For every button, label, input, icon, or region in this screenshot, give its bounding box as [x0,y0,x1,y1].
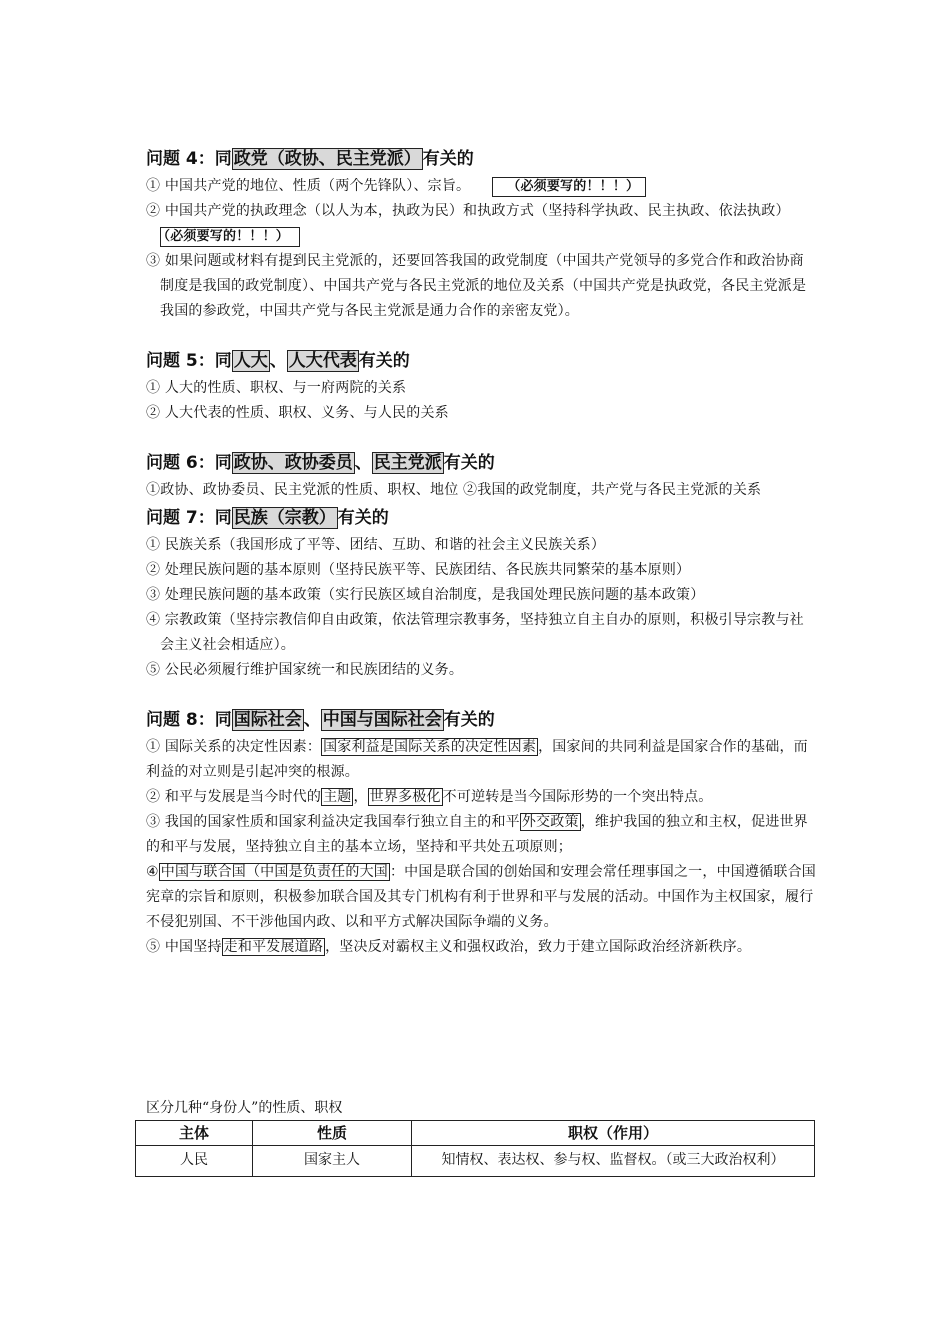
column-header: 职权（作用） [412,1121,815,1146]
identity-table [135,1120,815,1177]
table-cell: 人民 [136,1146,253,1177]
q4-point-3: ③ 如果问题或材料有提到民主党派的，还要回答我国的政党制度（中国共产党领导的多党合作和政治协商制度是我国的政党制度）、中国共产党与各民主党派的地位及关系（中国共产党是执政党，各民主党派是我国的参政党，中国共产党与各民主党派是通力合作的亲密友党）。 [146,253,807,319]
table-header-row [136,1121,815,1146]
q7-point-1: ① 民族关系（我国形成了平等、团结、互助、和谐的社会主义民族关系） [146,537,606,553]
highlight-cppcc: 政协、政协委员 [233,453,353,473]
boxed-key-phrase: 主题 [323,789,352,805]
question-7-section [146,505,816,683]
question-8-section [146,707,816,960]
highlight-democratic-parties: 民主党派 [373,453,442,473]
document-body [146,146,816,960]
q5-point-1: ① 人大的性质、职权、与一府两院的关系 [146,380,407,396]
q8-point-1: ① 国际关系的决定性因素： 国家利益是国际关系的决定性因素 ，国家间的共同利益是国家合作的基础，而利益的对立则是引起冲突的根源。 [146,739,808,780]
question-6-section [146,450,816,503]
q4-point-1: ① 中国共产党的地位、性质（两个先锋队）、宗旨。 （必须要写的！！！） [146,174,816,199]
question-5-heading: 问题 5：同 人大 、 人大代表 有关的 [146,351,410,371]
q5-point-2: ② 人大代表的性质、职权、义务、与人民的关系 [146,405,449,421]
column-header: 主体 [136,1121,253,1146]
table-cell: 国家主人 [253,1146,412,1177]
highlight-political-party: 政党（政协、民主党派） [233,149,421,169]
q8-point-4: ④ 中国与联合国（中国是负责任的大国 ：中国是联合国的创始国和安理会常任理事国之一，中国遵循联合国宪章的宗旨和原则，积极参加联合国及其专门机构有利于世界和平与发展的活动。中国作为主权国家，履行不侵犯别国、不干涉他国内政、以和平方式解决国际争端的义务。 [146,864,816,930]
must-write-box: （必须要写的！！！） [492,177,646,197]
must-write-box: （必须要写的！！！） [160,227,300,247]
table-row [136,1146,815,1177]
table-cell: 知情权、表达权、参与权、监督权。（或三大政治权利） [412,1146,815,1177]
q8-point-2: ② 和平与发展是当今时代的 主题 ， 世界多极化 不可逆转是当今国际形势的一个突出特点。 [146,789,713,805]
question-8-heading: 问题 8：同 国际社会 、 中国与国际社会 有关的 [146,710,495,730]
question-4-heading: 问题 4：同 政党（政协、民主党派） 有关的 [146,149,474,169]
question-4-section [146,146,816,324]
q8-point-3: ③ 我国的国家性质和国家利益决定我国奉行独立自主的和平 外交政策 ，维护我国的独立和主权，促进世界的和平与发展，坚持独立自主的基本立场，坚持和平共处五项原则； [146,814,808,855]
highlight-international-society: 国际社会 [233,710,302,730]
q7-point-2: ② 处理民族问题的基本原则（坚持民族平等、民族团结、各民族共同繁荣的基本原则） [146,562,691,578]
highlight-ethnic-religion: 民族（宗教） [233,508,336,528]
question-6-heading: 问题 6：同 政协、政协委员 、 民主党派 有关的 [146,453,495,473]
boxed-key-phrase: 国家利益是国际关系的决定性因素 [323,739,537,755]
highlight-npc: 人大 [233,351,268,371]
question-7-heading: 问题 7：同 民族（宗教） 有关的 [146,508,389,528]
q7-point-5: ⑤ 公民必须履行维护国家统一和民族团结的义务。 [146,662,464,678]
highlight-china-international: 中国与国际社会 [322,710,442,730]
q4-point-2: ② 中国共产党的执政理念（以人为本，执政为民）和执政方式（坚持科学执政、民主执政、依法执政）（必须要写的！！！） [146,199,816,249]
q7-point-4: ④ 宗教政策（坚持宗教信仰自由政策，依法管理宗教事务，坚持独立自主自办的原则，积极引导宗教与社会主义社会相适应）。 [146,612,804,653]
boxed-key-phrase: 中国与联合国（中国是负责任的大国 [160,864,388,880]
boxed-key-phrase: 外交政策 [521,814,579,830]
column-header: 性质 [253,1121,412,1146]
q8-point-5: ⑤ 中国坚持 走和平发展道路 ，坚决反对霸权主义和强权政治，致力于建立国际政治经济新秩序。 [146,939,752,955]
q7-point-3: ③ 处理民族问题的基本政策（实行民族区域自治制度，是我国处理民族问题的基本政策） [146,587,705,603]
boxed-key-phrase: 世界多极化 [369,789,441,805]
boxed-key-phrase: 走和平发展道路 [223,939,324,955]
table-caption: 区分几种“身份人”的性质、职权 [146,1100,343,1116]
highlight-npc-deputy: 人大代表 [288,351,357,371]
question-5-section [146,348,816,426]
q6-point-1: ①政协、政协委员、民主党派的性质、职权、地位 ②我国的政党制度，共产党与各民主党派的关系 [146,482,762,498]
